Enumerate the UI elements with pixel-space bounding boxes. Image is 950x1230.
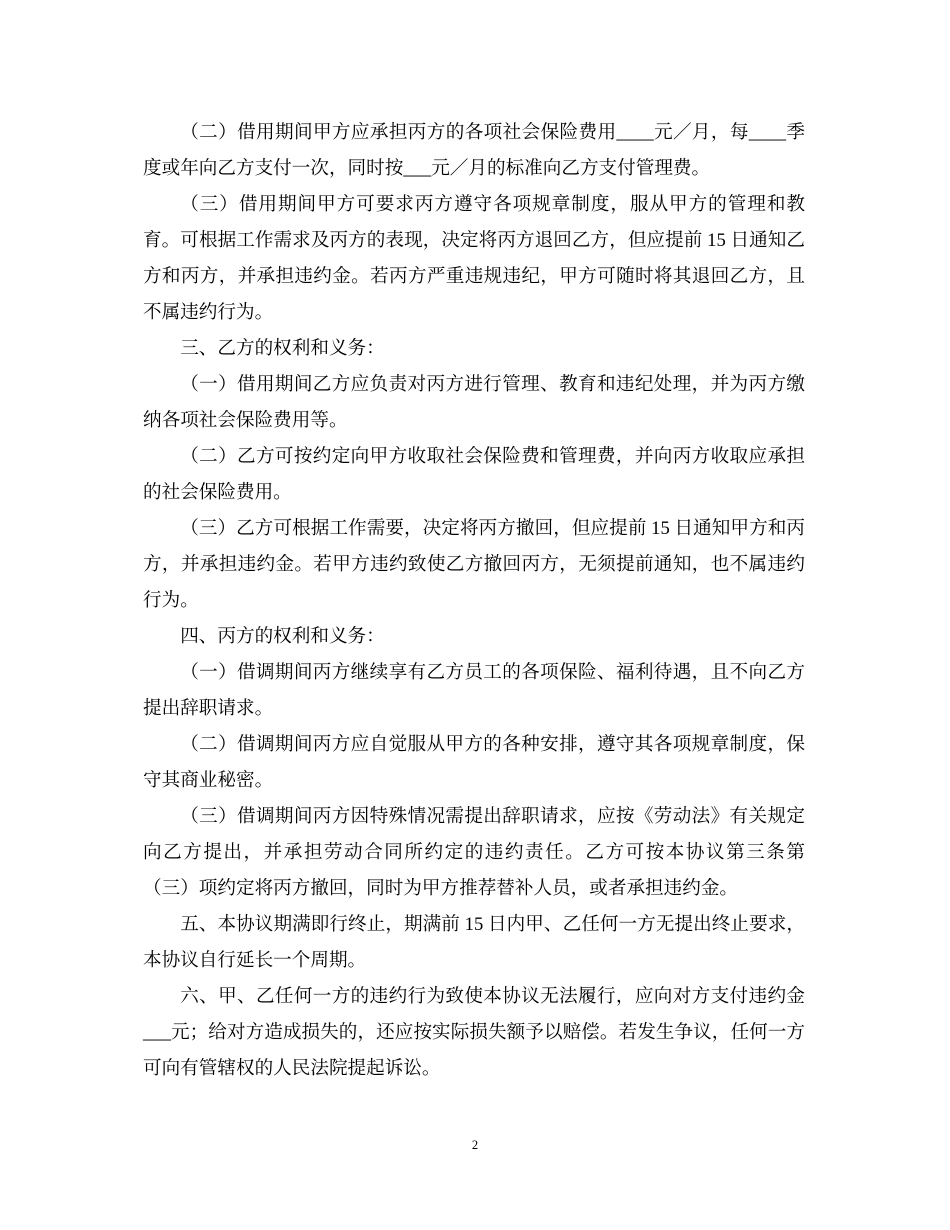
- clause-paragraph: [143, 187, 805, 331]
- clause-line: 提出辞职请求。: [143, 698, 274, 719]
- page-number: 2: [471, 1138, 479, 1152]
- clause-line: （三）项约定将丙方撤回，同时为甲方推荐替补人员，或者承担违约金。: [143, 878, 739, 899]
- clause-line: 五、本协议期满即行终止，期满前 15 日内甲、乙任何一方无提出终止要求，: [180, 914, 805, 935]
- clause-line: 可向有管辖权的人民法院提起诉讼。: [143, 1058, 441, 1079]
- clause-paragraph: [143, 367, 805, 439]
- clause-line: （二）借调期间丙方应自觉服从甲方的各种安排，遵守其各项规章制度，保: [180, 734, 805, 755]
- clause-line: （一）借调期间丙方继续享有乙方员工的各项保险、福利待遇，且不向乙方: [180, 662, 805, 683]
- clause-paragraph: [143, 439, 805, 511]
- clause-line: （三）乙方可根据工作需要，决定将丙方撤回，但应提前 15 日通知甲方和丙: [180, 518, 805, 539]
- clause-line: 方，并承担违约金。若甲方违约致使乙方撤回丙方，无须提前通知，也不属违约: [143, 554, 805, 575]
- clause-line: （二）乙方可按约定向甲方收取社会保险费和管理费，并向丙方收取应承担: [180, 446, 805, 467]
- clause-paragraph: [143, 115, 805, 187]
- clause-line: 的社会保险费用。: [143, 482, 292, 503]
- clause-line: 守其商业秘密。: [143, 770, 274, 791]
- clause-line: 育。可根据工作需求及丙方的表现，决定将丙方退回乙方，但应提前 15 日通知乙: [143, 230, 805, 251]
- clause-paragraph: [143, 655, 805, 727]
- section-heading: [143, 619, 805, 655]
- clause-paragraph: [143, 727, 805, 799]
- clause-line: 向乙方提出，并承担劳动合同所约定的违约责任。乙方可按本协议第三条第: [143, 842, 805, 863]
- clause-paragraph: [143, 979, 805, 1087]
- section-heading: [143, 331, 805, 367]
- clause-line: 行为。: [143, 590, 199, 611]
- clause-line: 度或年向乙方支付一次，同时按___元／月的标准向乙方支付管理费。: [143, 158, 711, 179]
- heading-line: 三、乙方的权利和义务：: [180, 338, 385, 359]
- clause-paragraph: [143, 799, 805, 907]
- clause-paragraph: [143, 907, 805, 979]
- clause-paragraph: [143, 511, 805, 619]
- clause-line: 纳各项社会保险费用等。: [143, 410, 348, 431]
- document-body: [143, 115, 805, 1087]
- clause-line: （二）借用期间甲方应承担丙方的各项社会保险费用____元／月，每____季: [180, 122, 805, 143]
- clause-line: 六、甲、乙任何一方的违约行为致使本协议无法履行，应向对方支付违约金: [180, 986, 805, 1007]
- heading-line: 四、丙方的权利和义务：: [180, 626, 385, 647]
- clause-line: （三）借用期间甲方可要求丙方遵守各项规章制度，服从甲方的管理和教: [180, 194, 805, 215]
- clause-line: （三）借调期间丙方因特殊情况需提出辞职请求，应按《劳动法》有关规定: [180, 806, 805, 827]
- clause-line: （一）借用期间乙方应负责对丙方进行管理、教育和违纪处理，并为丙方缴: [180, 374, 805, 395]
- clause-line: 方和丙方，并承担违约金。若丙方严重违规违纪，甲方可随时将其退回乙方，且: [143, 266, 805, 287]
- clause-line: 本协议自行延长一个周期。: [143, 950, 367, 971]
- clause-line: 不属违约行为。: [143, 302, 274, 323]
- clause-line: ___元；给对方造成损失的，还应按实际损失额予以赔偿。若发生争议，任何一方: [143, 1022, 805, 1043]
